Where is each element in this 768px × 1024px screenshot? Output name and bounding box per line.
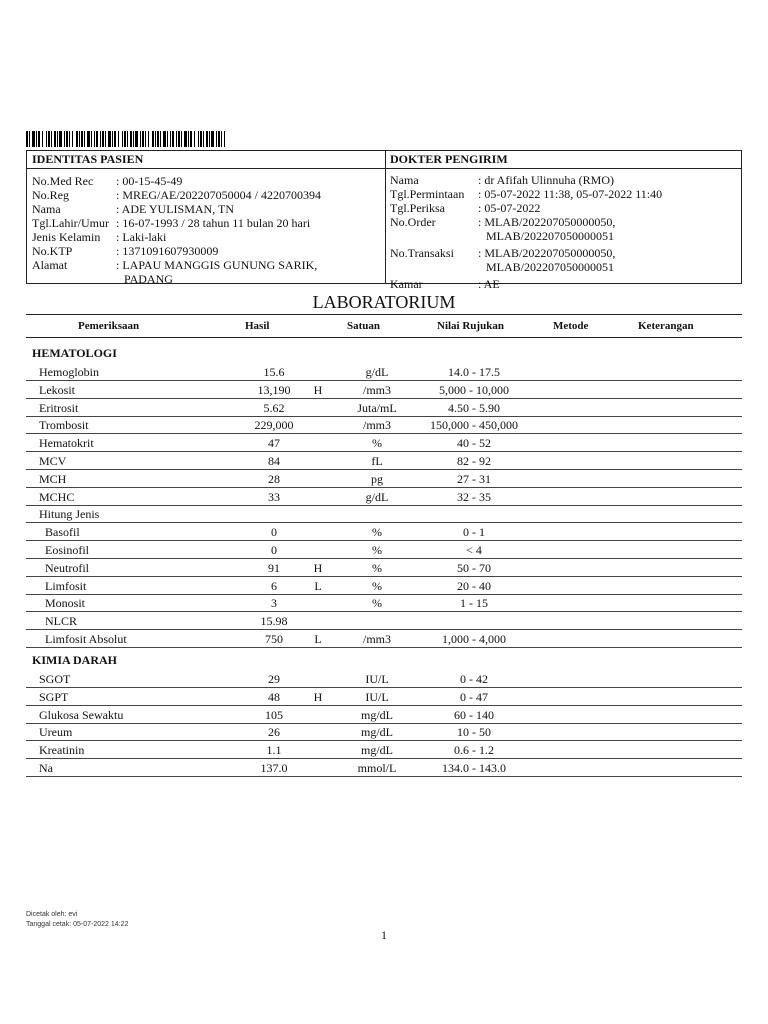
test-result: 33 bbox=[268, 489, 280, 504]
test-unit: IU/L bbox=[365, 672, 389, 686]
info-field-label: No.Reg bbox=[32, 188, 69, 202]
test-unit: g/dL bbox=[365, 365, 389, 379]
table-row bbox=[26, 469, 742, 488]
result-flag: H bbox=[313, 689, 323, 704]
table-row bbox=[26, 451, 742, 470]
patient-identity-panel bbox=[27, 151, 386, 286]
reference-range: 134.0 - 143.0 bbox=[442, 761, 506, 775]
table-header bbox=[26, 314, 742, 338]
table-row bbox=[26, 540, 742, 559]
test-name: MCH bbox=[39, 471, 67, 486]
test-result: 26 bbox=[268, 725, 280, 740]
test-name: Kreatinin bbox=[39, 743, 85, 758]
test-name: Lekosit bbox=[39, 382, 75, 397]
test-unit: g/dL bbox=[365, 489, 389, 504]
info-field-label: Nama bbox=[32, 202, 61, 216]
test-result: 15.6 bbox=[263, 365, 285, 379]
barcode bbox=[26, 131, 228, 147]
print-date: Tanggal cetak: 05-07-2022 14:22 bbox=[26, 921, 129, 928]
test-unit: /mm3 bbox=[362, 632, 391, 646]
test-name: Monosit bbox=[45, 596, 86, 611]
test-name: Hematokrit bbox=[39, 436, 94, 451]
info-field-label: Kamar bbox=[390, 277, 423, 291]
result-flag: H bbox=[313, 382, 323, 397]
test-unit: mg/dL bbox=[361, 743, 393, 758]
table-row bbox=[26, 558, 742, 577]
reference-range: 5,000 - 10,000 bbox=[439, 382, 509, 397]
test-result: 105 bbox=[265, 707, 283, 722]
reference-range: 1,000 - 4,000 bbox=[442, 632, 506, 646]
test-unit: mmol/L bbox=[357, 761, 397, 775]
test-result: 6 bbox=[271, 578, 277, 593]
info-field-label: Alamat bbox=[32, 258, 68, 272]
test-result: 48 bbox=[268, 689, 280, 704]
test-name: Ureum bbox=[39, 725, 73, 740]
test-name: Trombosit bbox=[39, 418, 89, 433]
info-field-value: : dr Afifah Ulinnuha (RMO) bbox=[478, 173, 614, 187]
test-result: 0 bbox=[271, 543, 277, 557]
test-result: 29 bbox=[268, 672, 280, 686]
test-unit: mg/dL bbox=[361, 707, 393, 722]
info-field-label: No.Transaksi bbox=[390, 246, 454, 260]
doctor-header: DOKTER PENGIRIM bbox=[385, 151, 741, 169]
page-number: 1 bbox=[381, 928, 387, 942]
info-field-label: Tgl.Permintaan bbox=[390, 187, 465, 201]
col-metode: Metode bbox=[553, 320, 589, 332]
reference-range: 50 - 70 bbox=[457, 560, 491, 575]
info-field-value: : MREG/AE/202207050004 / 4220700394 bbox=[116, 188, 322, 202]
test-result: 28 bbox=[268, 471, 280, 486]
test-name: Eritrosit bbox=[39, 400, 79, 415]
info-field-value: PADANG bbox=[124, 272, 173, 286]
col-nilai-rujukan: Nilai Rujukan bbox=[437, 320, 504, 332]
test-result: 84 bbox=[268, 454, 280, 468]
section-hematologi: HEMATOLOGI bbox=[32, 346, 117, 360]
table-row bbox=[26, 722, 742, 741]
test-unit: % bbox=[372, 543, 382, 557]
info-field-value: : 05-07-2022 bbox=[478, 201, 541, 215]
patient-identity-header: IDENTITAS PASIEN bbox=[27, 151, 385, 169]
test-name: Limfosit Absolut bbox=[45, 632, 127, 646]
info-field-label: No.Order bbox=[390, 215, 436, 229]
info-field-label: Tgl.Periksa bbox=[390, 201, 445, 215]
reference-range: 4.50 - 5.90 bbox=[448, 400, 500, 415]
test-result: 229,000 bbox=[254, 418, 294, 433]
info-field-label: No.KTP bbox=[32, 244, 73, 258]
info-field-value: : 16-07-1993 / 28 tahun 11 bulan 20 hari bbox=[116, 216, 311, 230]
test-unit: /mm3 bbox=[362, 418, 391, 433]
table-row bbox=[26, 504, 742, 523]
test-name: MCV bbox=[39, 454, 67, 468]
test-name: SGPT bbox=[39, 689, 69, 704]
test-unit: % bbox=[372, 578, 382, 593]
test-result: 1.1 bbox=[266, 743, 282, 758]
test-result: 3 bbox=[271, 596, 277, 611]
reference-range: 10 - 50 bbox=[457, 725, 491, 740]
table-row bbox=[26, 705, 742, 724]
test-name: Eosinofil bbox=[45, 543, 89, 557]
col-pemeriksaan: Pemeriksaan bbox=[78, 320, 140, 332]
table-row bbox=[26, 629, 742, 648]
test-result: 47 bbox=[268, 436, 280, 451]
table-row bbox=[26, 593, 742, 612]
test-result: 15.98 bbox=[260, 614, 288, 629]
table-row bbox=[26, 758, 742, 777]
barcode-bar bbox=[225, 131, 228, 147]
test-result: 5.62 bbox=[263, 400, 285, 415]
info-field-label: Jenis Kelamin bbox=[32, 230, 101, 244]
table-row bbox=[26, 611, 742, 630]
test-result: 137.0 bbox=[260, 761, 288, 775]
info-field-value: : AE bbox=[478, 277, 500, 291]
info-field-value: : 05-07-2022 11:38, 05-07-2022 11:40 bbox=[478, 187, 663, 201]
info-field-value: : 00-15-45-49 bbox=[116, 174, 183, 188]
reference-range: 20 - 40 bbox=[457, 578, 491, 593]
test-name: Na bbox=[39, 761, 53, 775]
reference-range: 0 - 47 bbox=[460, 689, 488, 704]
table-row bbox=[26, 433, 742, 452]
section-kimia-darah: KIMIA DARAH bbox=[32, 653, 118, 667]
col-keterangan: Keterangan bbox=[638, 320, 694, 332]
table-row bbox=[26, 380, 742, 399]
reference-range: 1 - 15 bbox=[460, 596, 488, 611]
identity-box bbox=[26, 150, 742, 291]
test-unit: pg bbox=[371, 471, 383, 486]
table-row bbox=[26, 362, 742, 381]
reference-range: 60 - 140 bbox=[454, 707, 494, 722]
reference-range: 32 - 35 bbox=[457, 489, 491, 504]
table-row bbox=[26, 487, 742, 506]
reference-range: 82 - 92 bbox=[457, 454, 491, 468]
test-unit: % bbox=[372, 596, 382, 611]
reference-range: 0.6 - 1.2 bbox=[454, 743, 494, 758]
col-satuan: Satuan bbox=[347, 320, 381, 332]
doctor-panel bbox=[385, 151, 741, 291]
table-row bbox=[26, 415, 742, 434]
table-row bbox=[26, 740, 742, 759]
info-field-value: : 1371091607930009 bbox=[116, 244, 219, 258]
table-row bbox=[26, 522, 742, 541]
info-field-value: : ADE YULISMAN, TN bbox=[116, 202, 235, 216]
test-unit: fL bbox=[371, 454, 383, 468]
col-hasil: Hasil bbox=[245, 320, 270, 332]
test-result: 0 bbox=[271, 525, 277, 540]
info-field-value: MLAB/202207050000051 bbox=[486, 260, 615, 274]
info-field-value: : MLAB/202207050000050, bbox=[478, 215, 616, 229]
table-row bbox=[26, 669, 742, 688]
reference-range: 150,000 - 450,000 bbox=[430, 418, 518, 433]
test-unit: IU/L bbox=[365, 689, 389, 704]
test-name: Limfosit bbox=[45, 578, 87, 593]
test-result: 91 bbox=[268, 560, 280, 575]
info-field-label: Tgl.Lahir/Umur bbox=[32, 216, 109, 230]
test-name: MCHC bbox=[39, 489, 75, 504]
info-field-value: MLAB/202207050000051 bbox=[486, 229, 615, 243]
result-flag: L bbox=[314, 632, 322, 646]
test-unit: % bbox=[372, 560, 382, 575]
reference-range: 0 - 1 bbox=[463, 525, 485, 540]
test-name: Basofil bbox=[45, 525, 80, 540]
result-flag: H bbox=[313, 560, 323, 575]
info-field-value: : MLAB/202207050000050, bbox=[478, 246, 616, 260]
printed-by: Dicetak oleh: evi bbox=[26, 911, 78, 918]
test-unit: % bbox=[372, 525, 382, 540]
reference-range: 0 - 42 bbox=[460, 672, 488, 686]
result-flag: L bbox=[314, 578, 322, 593]
reference-range: 14.0 - 17.5 bbox=[448, 365, 500, 379]
test-name: SGOT bbox=[39, 672, 71, 686]
info-field-label: No.Med Rec bbox=[32, 174, 94, 188]
reference-range: 27 - 31 bbox=[457, 471, 491, 486]
test-result: 13,190 bbox=[257, 382, 291, 397]
test-name: Neutrofil bbox=[45, 560, 89, 575]
info-field-value: : Laki-laki bbox=[116, 230, 167, 244]
test-unit: % bbox=[372, 436, 382, 451]
reference-range: < 4 bbox=[466, 543, 482, 557]
table-row bbox=[26, 576, 742, 595]
lab-title: LABORATORIUM bbox=[312, 292, 456, 312]
test-unit: mg/dL bbox=[361, 725, 393, 740]
test-result: 750 bbox=[265, 632, 283, 646]
table-row bbox=[26, 687, 742, 706]
test-name: Hemoglobin bbox=[39, 365, 99, 379]
test-name: Hitung Jenis bbox=[39, 507, 100, 522]
info-field-label: Nama bbox=[390, 173, 419, 187]
info-field-value: : LAPAU MANGGIS GUNUNG SARIK, bbox=[116, 258, 318, 272]
test-name: Glukosa Sewaktu bbox=[39, 707, 124, 722]
test-unit: /mm3 bbox=[362, 382, 391, 397]
table-row bbox=[26, 398, 742, 417]
test-name: NLCR bbox=[45, 614, 78, 629]
reference-range: 40 - 52 bbox=[457, 436, 491, 451]
test-unit: Juta/mL bbox=[357, 400, 397, 415]
